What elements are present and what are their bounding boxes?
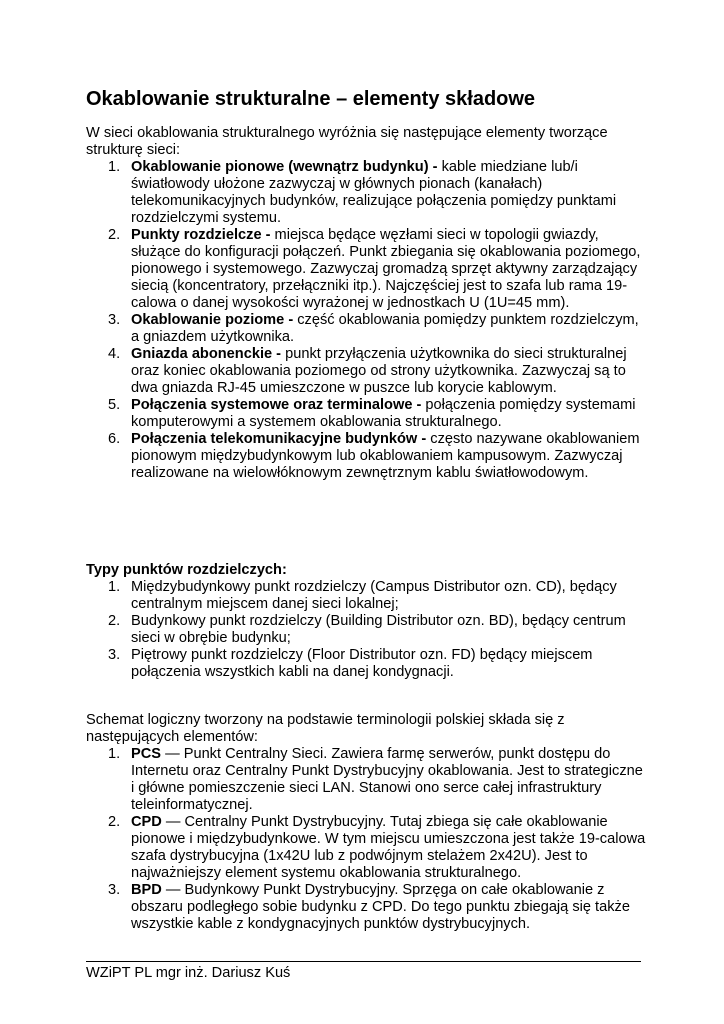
list-item: 4. Gniazda abonenckie - punkt przyłączenia użytkownika do sieci strukturalnej oraz koniec okablowania poziomego od strony użytkownika. Zazwyczaj są to dwa gniazda RJ-45 umieszczone w puszce lub korycie kablowym. xyxy=(108,346,627,396)
schema-section xyxy=(86,712,646,933)
list-item: 1. Międzybudynkowy punkt rozdzielczy (Campus Distributor ozn. CD), będący centralnym miejscem danej sieci lokalnej; xyxy=(108,579,617,612)
elements-section xyxy=(86,125,646,482)
list-item: 2. Punkty rozdzielcze - miejsca będące węzłami sieci w topologii gwiazdy, służące do konfiguracji połączeń. Punkt zbiegania się okablowania poziomego, pionowego i systemowego. Zazwyczaj gromadzą sprzęt aktywny zarządzający siecią (koncentratory, przełączniki itp.). Najczęściej jest to szafa lub rama 19-calowa o danej wysokości wyrażonej w jednostkach U (1U=45 mm). xyxy=(108,227,641,311)
schema-list xyxy=(86,746,646,933)
list-item: 2. Budynkowy punkt rozdzielczy (Building Distributor ozn. BD), będący centrum sieci w obrębie budynku; xyxy=(108,613,626,646)
footer-text: WZiPT PL mgr inż. Dariusz Kuś xyxy=(86,965,291,981)
page-footer xyxy=(86,961,641,982)
page-title-block xyxy=(86,87,646,111)
types-heading: Typy punktów rozdzielczych: xyxy=(86,562,287,578)
intro-paragraph: W sieci okablowania strukturalnego wyróżnia się następujące elementy tworzące strukturę sieci: xyxy=(86,125,608,158)
list-item: 6. Połączenia telekomunikacyjne budynków - często nazywane okablowaniem pionowym międzybudynkowym lub okablowaniem kampusowym. Zazwyczaj realizowane na wielowłóknowym zewnętrznym kablu światłowodowym. xyxy=(108,431,640,481)
schema-intro: Schemat logiczny tworzony na podstawie terminologii polskiej składa się z następujących elementów: xyxy=(86,712,565,745)
list-item: 3. Okablowanie poziome - część okablowania pomiędzy punktem rozdzielczym, a gniazdem użytkownika. xyxy=(108,312,639,345)
list-item: 3. BPD — Budynkowy Punkt Dystrybucyjny. Sprzęga on całe okablowanie z obszaru podległego sobie budynku z CPD. Do tego punktu zbiegają się także wszystkie kable z kondygnacyjnych punktów dystrybucyjnych. xyxy=(108,882,630,932)
list-item: 5. Połączenia systemowe oraz terminalowe - połączenia pomiędzy systemami komputerowymi a systemem okablowania strukturalnego. xyxy=(108,397,636,430)
page-title: Okablowanie strukturalne – elementy składowe xyxy=(86,88,536,110)
elements-list xyxy=(86,159,646,482)
list-item: 1. PCS — Punkt Centralny Sieci. Zawiera farmę serwerów, punkt dostępu do Internetu oraz Centralny Punkt Dystrybucyjny okablowania. Jest to strategiczne i główne pomieszczenie sieci LAN. Stanowi ono serce całej infrastruktury teleinformatycznej. xyxy=(108,746,643,813)
list-item: 2. CPD — Centralny Punkt Dystrybucyjny. Tutaj zbiega się całe okablowanie pionowe i międzybudynkowe. W tym miejscu umieszczona jest także 19-calowa szafa dystrybucyjna (1x42U lub z podwójnym stelażem 2x42U). Jest to najważniejszy element systemu okablowania strukturalnego. xyxy=(108,814,646,881)
types-section xyxy=(86,562,646,681)
list-item: 1. Okablowanie pionowe (wewnątrz budynku) - kable miedziane lub/i światłowody ułożone zazwyczaj w głównych pionach (kanałach) telekomunikacyjnych budynków, realizujące połączenia pomiędzy punktami rozdzielczymi systemu. xyxy=(108,159,617,226)
list-item: 3. Piętrowy punkt rozdzielczy (Floor Distributor ozn. FD) będący miejscem połączenia wszystkich kabli na danej kondygnacji. xyxy=(108,647,593,680)
types-list xyxy=(86,579,646,681)
